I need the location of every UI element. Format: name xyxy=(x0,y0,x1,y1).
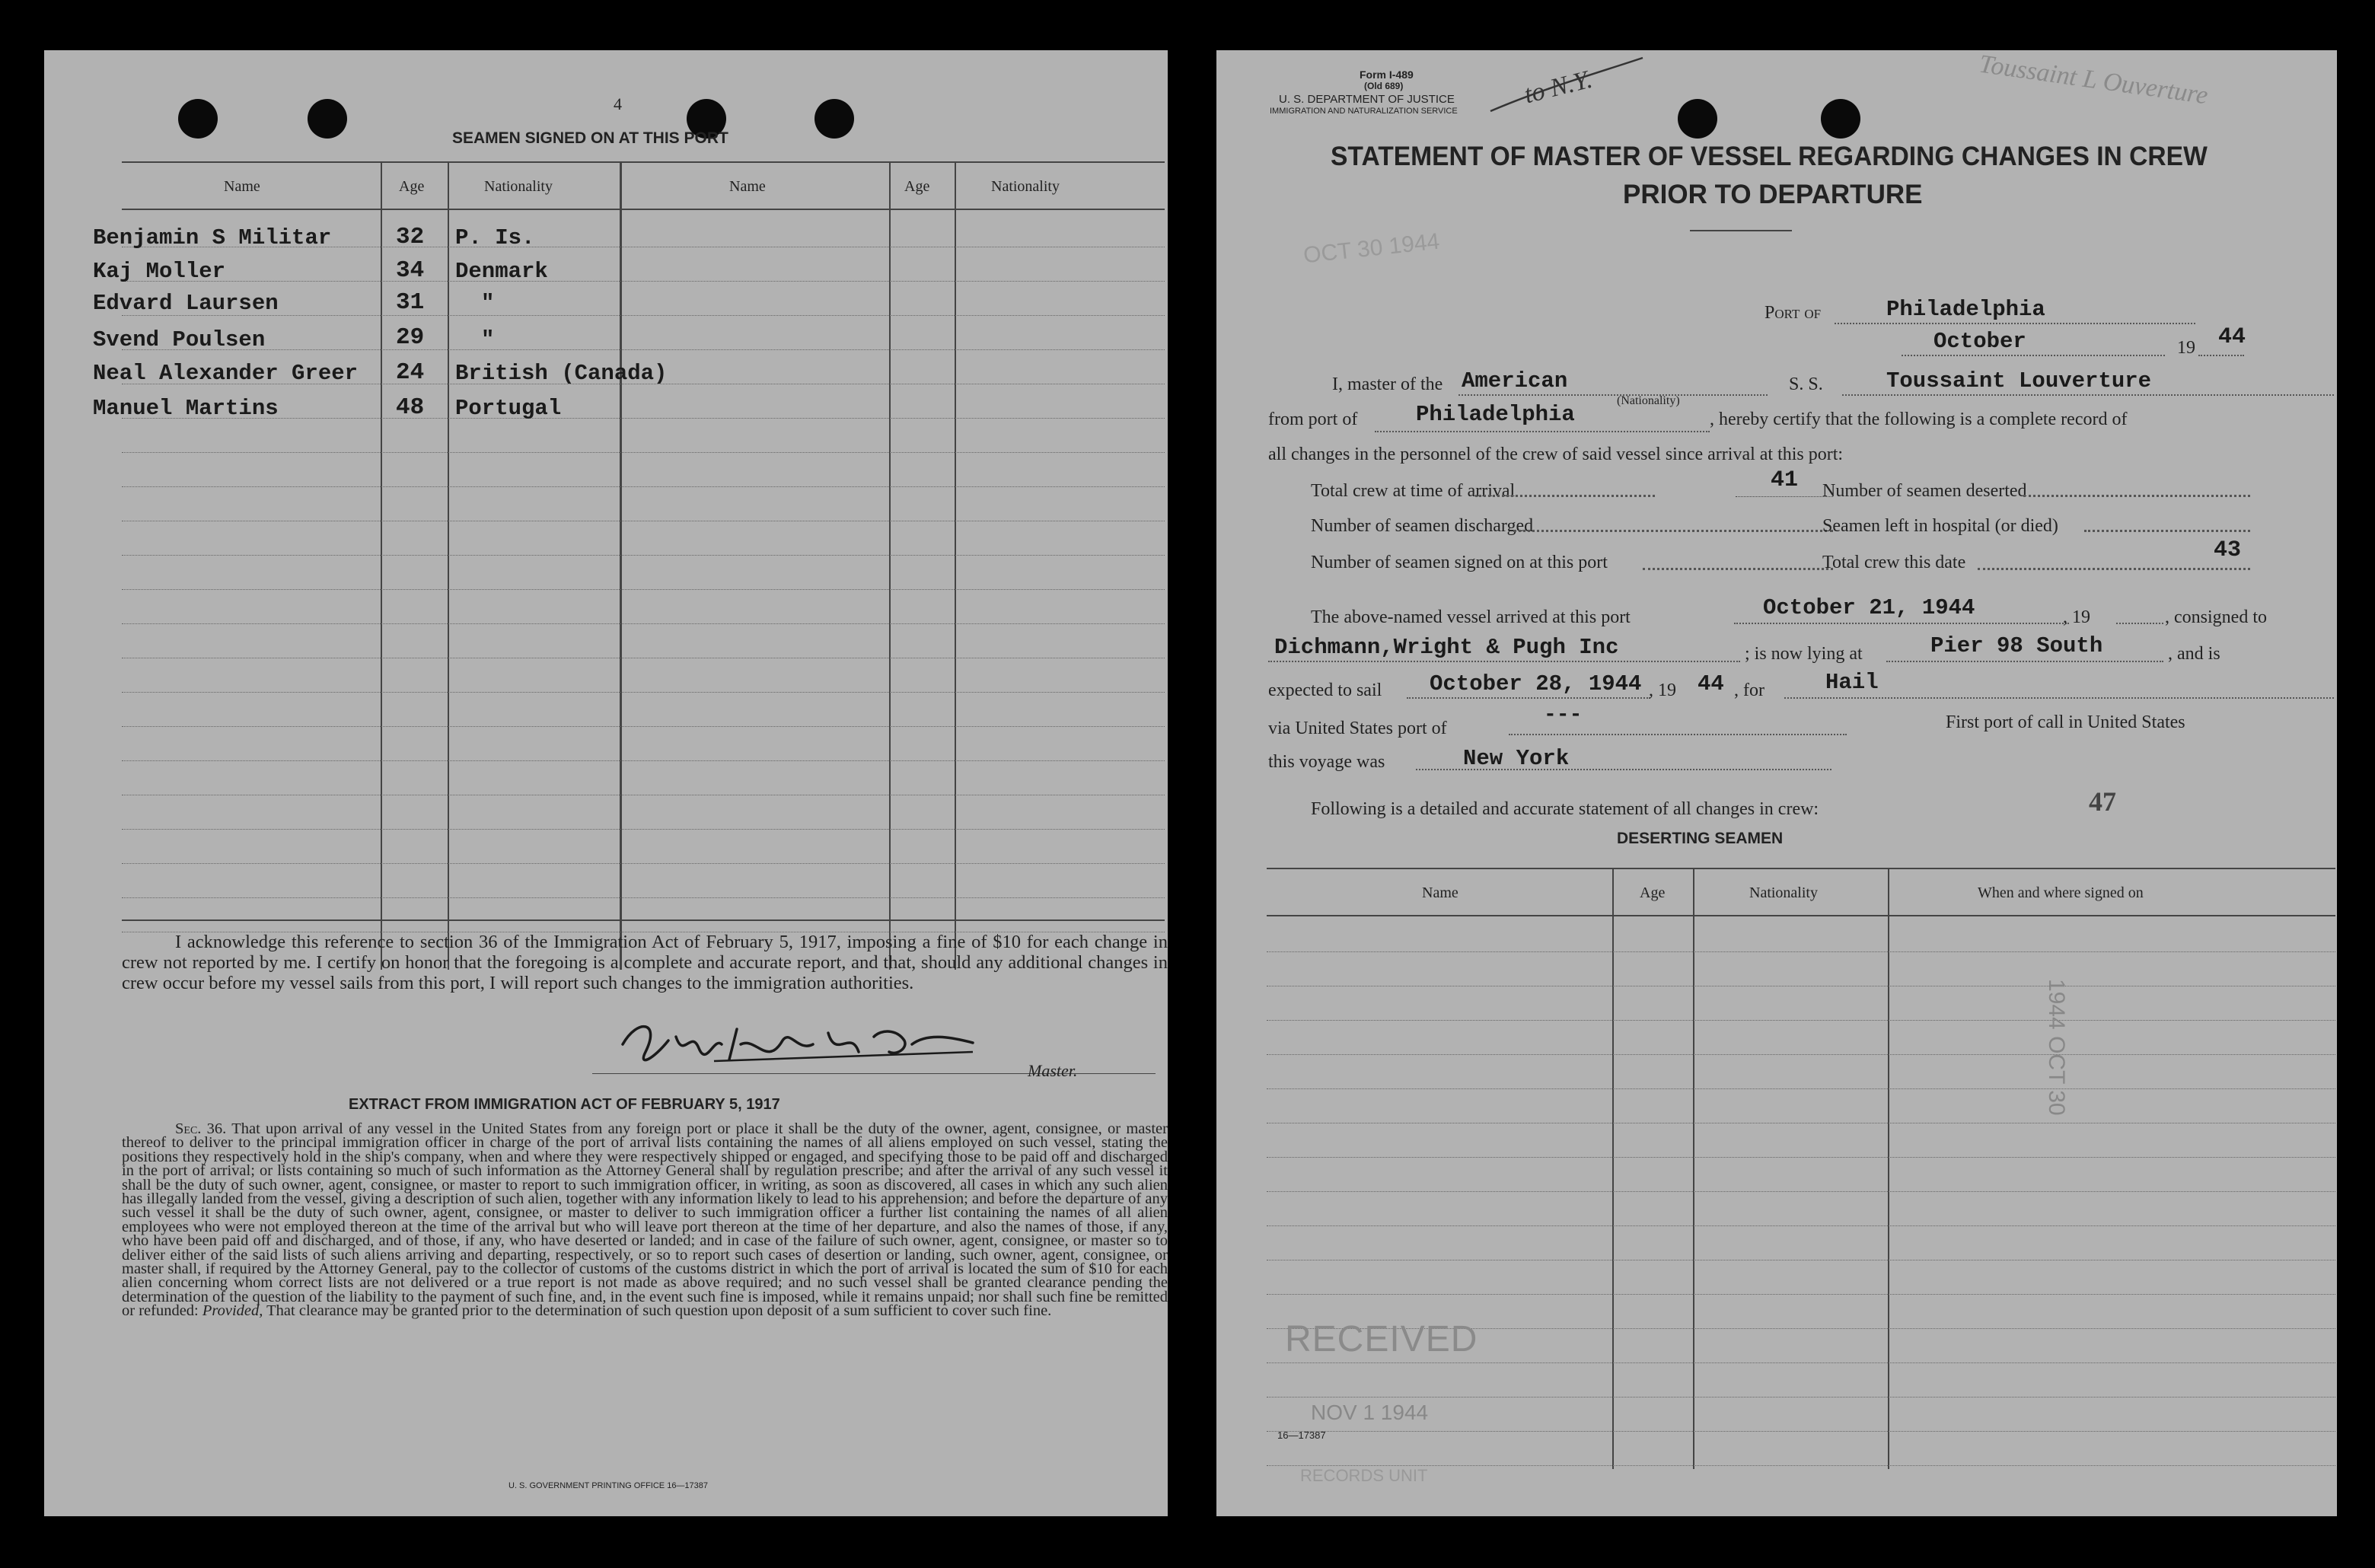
signed-on-label: Number of seamen signed on at this port xyxy=(1311,553,1608,572)
form-number: Form I-489 xyxy=(1360,69,1414,81)
extract-title: EXTRACT FROM IMMIGRATION ACT OF FEBRUARY 5, 1917 xyxy=(349,1096,780,1113)
crew-age: 32 xyxy=(396,224,425,250)
punch-hole xyxy=(1821,99,1860,139)
column-header: Nationality xyxy=(1749,884,1818,901)
punch-hole xyxy=(308,99,347,139)
table-row-line xyxy=(122,623,1165,624)
table-row-line xyxy=(122,897,1165,898)
punch-hole xyxy=(178,99,218,139)
table-row-line xyxy=(122,349,1165,350)
table-row-line xyxy=(122,726,1165,727)
crew-name: Benjamin S Militar xyxy=(93,225,332,250)
signature-text xyxy=(623,1026,757,1055)
table-row-line xyxy=(122,281,1165,282)
first-port-label: First port of call in United States xyxy=(1946,712,2185,732)
total-arrival-value: 41 xyxy=(1768,467,1801,493)
arrived-value: October 21, 1944 xyxy=(1763,595,1975,620)
for-label: , for xyxy=(1734,680,1765,700)
column-header: Age xyxy=(1640,884,1666,901)
department: U. S. DEPARTMENT OF JUSTICE xyxy=(1279,93,1455,106)
extract-tail: That clearance may be granted prior to the determination of such question upon deposit of a sum sufficient to cover such fine. xyxy=(266,1302,1052,1320)
table-row-line xyxy=(1267,1020,2335,1021)
table-title: SEAMEN SIGNED ON AT THIS PORT xyxy=(452,129,728,147)
lying-label: ; is now lying at xyxy=(1745,644,1863,664)
received-stamp: RECEIVED xyxy=(1285,1319,1478,1359)
acknowledgement-text: I acknowledge this reference to section 36 of the Immigration Act of February 5, 1917, imposing a fine of $10 for each change in crew not reported by me. I certify on honor that the foregoing is a complete and accurate report, and that, should any additional changes in crew occur before my vessel sails from this port, I will report such changes to the immigration authorities. xyxy=(122,932,1168,993)
crew-nationality: Denmark xyxy=(455,259,548,284)
table-row-line xyxy=(1267,1225,2335,1226)
table-row-line xyxy=(1267,1054,2335,1055)
table-row-line xyxy=(122,760,1165,761)
certify-text: , hereby certify that the following is a complete record of xyxy=(1710,410,2128,429)
total-date-value: 43 xyxy=(2214,537,2242,563)
table-row-line xyxy=(122,692,1165,693)
column-header: Name xyxy=(729,178,766,195)
consignee-value: Dichmann,Wright & Pugh Inc xyxy=(1274,635,1619,660)
master-label: Master. xyxy=(1028,1061,1078,1080)
column-header: Name xyxy=(224,178,260,195)
master-of-label: I, master of the xyxy=(1332,374,1443,394)
all-changes-text: all changes in the personnel of the crew of said vessel since arrival at this port: xyxy=(1268,445,1844,464)
port-value: Philadelphia xyxy=(1886,297,2045,322)
page-number: 4 xyxy=(614,94,622,113)
extract-section: Sec. 36. xyxy=(175,1120,227,1137)
crew-nationality: P. Is. xyxy=(455,225,535,250)
hospital-label: Seamen left in hospital (or died) xyxy=(1822,516,2058,536)
form-title-line2: PRIOR TO DEPARTURE xyxy=(1623,180,1923,209)
consigned-label: , consigned to xyxy=(2165,607,2267,627)
table-row-line xyxy=(1267,1157,2335,1158)
crew-name: Neal Alexander Greer xyxy=(93,361,359,386)
vessel-name: Toussaint Louverture xyxy=(1886,368,2152,394)
table-row-line xyxy=(122,589,1165,590)
crew-name: Edvard Laursen xyxy=(93,291,279,316)
crew-nationality: " xyxy=(481,291,495,316)
crew-nationality: " xyxy=(481,327,495,352)
voyage-label: this voyage was xyxy=(1268,752,1385,772)
deserting-title: DESERTING SEAMEN xyxy=(1617,830,1784,847)
column-header: Nationality xyxy=(484,178,553,195)
table-row-line xyxy=(122,452,1165,453)
crew-age: 29 xyxy=(396,324,425,351)
handwritten-destination: to N.Y. xyxy=(1521,65,1596,110)
extract-body xyxy=(122,1122,1168,1318)
column-header: Age xyxy=(904,178,930,195)
crew-name: Svend Poulsen xyxy=(93,327,266,352)
from-port-label: from port of xyxy=(1268,410,1358,429)
handwriting-stroke xyxy=(1483,50,1650,126)
crew-age: 34 xyxy=(396,257,425,284)
arrived-label: The above-named vessel arrived at this port xyxy=(1311,607,1631,627)
port-label: Port of xyxy=(1765,303,1822,323)
lying-value: Pier 98 South xyxy=(1930,633,2103,658)
following-text: Following is a detailed and accurate statement of all changes in crew: xyxy=(1311,799,1819,819)
ss-label: S. S. xyxy=(1789,374,1823,394)
faint-date-stamp: OCT 30 1944 xyxy=(1302,228,1441,269)
records-unit-stamp: RECORDS UNIT xyxy=(1300,1466,1428,1485)
column-header: Nationality xyxy=(991,178,1060,195)
crew-nationality: British (Canada) xyxy=(455,361,668,386)
month-value: October xyxy=(1933,329,2026,354)
discharged-label: Number of seamen discharged xyxy=(1311,516,1534,536)
column-header: Name xyxy=(1422,884,1458,901)
total-arrival-label: Total crew at time of arrival xyxy=(1311,481,1516,501)
column-header: Age xyxy=(399,178,425,195)
from-port-value: Philadelphia xyxy=(1416,402,1575,427)
voyage-value: New York xyxy=(1463,746,1570,771)
expected-value: October 28, 1944 xyxy=(1430,671,1642,696)
form-old-number: (Old 689) xyxy=(1364,81,1404,91)
table-row-line xyxy=(122,863,1165,864)
expected-label: expected to sail xyxy=(1268,680,1382,700)
handwritten-total: 47 xyxy=(2089,786,2116,817)
table-row-line xyxy=(1267,1191,2335,1192)
punch-hole xyxy=(815,99,854,139)
for-value: Hail xyxy=(1825,670,1879,695)
via-label: via United States port of xyxy=(1268,719,1447,738)
crew-name: Manuel Martins xyxy=(93,396,279,421)
extract-provided: Provided, xyxy=(202,1302,263,1320)
table-row-line xyxy=(1267,1294,2335,1295)
crew-age: 24 xyxy=(396,359,425,386)
via-value: --- xyxy=(1544,703,1583,727)
year-value: 44 xyxy=(2218,324,2246,350)
deserted-label: Number of seamen deserted xyxy=(1822,481,2027,501)
table-row-line xyxy=(1267,951,2335,952)
crew-nationality: Portugal xyxy=(455,396,562,421)
table-row-line xyxy=(122,486,1165,487)
service: IMMIGRATION AND NATURALIZATION SERVICE xyxy=(1270,107,1458,116)
received-date-stamp: NOV 1 1944 xyxy=(1311,1401,1429,1424)
year-prefix: 19 xyxy=(2177,338,2195,358)
table-row-line xyxy=(1267,1431,2335,1432)
printing-office: U. S. GOVERNMENT PRINTING OFFICE 16—17387 xyxy=(508,1481,709,1490)
nationality-value: American xyxy=(1462,368,1568,394)
crew-age: 48 xyxy=(396,394,425,421)
expected-year-value: 44 xyxy=(1698,671,1724,696)
right-page xyxy=(1216,50,2337,1516)
table-row-line xyxy=(122,555,1165,556)
extract-text: That upon arrival of any vessel in the United States from any foreign port or place it shall be the duty of the owner, agent, consignee, or master thereof to deliver to the principal immigration officer in charge of the port of arrival lists containing the names of all aliens employed on such vessel, stating the positions they respectively hold in the ship's company, when and where they were respectively shipped or engaged, and specifying those to be paid off and discharged in the port of arrival; or lists containing so much of such information as the Attorney General shall by regulation prescribe; and after the arrival of any such vessel it shall be the duty of such owner, agent, consignee, or master to report to such immigration officer, in writing, as soon as discovered, all cases in which any such alien has illegally landed from the vessel, giving a description of such alien, together with any information likely to lead to his apprehension; and before the departure of any such vessel it shall be the duty of such owner, agent, consignee, or master to deliver to such immigration officer a further list containing the names of all alien employees who were not employed thereon at the time of the arrival but who will leave port thereon at the time of her departure, and also the names of those, if any, who have been paid off and discharged, and of those, if any, who have deserted or landed; and in case of the failure of such owner, agent, consignee, or master so to deliver either of the said lists of such aliens arriving and departing, respectively, or so to report such cases of desertion or landing, such owner, agent, consignee, or master shall, if required by the Attorney General, pay to the collector of customs of the customs district in which the port of arrival is located the sum of $10 for each alien concerning whom correct lists are not delivered or a true report is not made as above required; and no such vessel shall be granted clearance pending the determination of the question of the liability to the payment of such fine, and, in the event such fine is imposed, while it remains unpaid; nor shall such fine be remitted or refunded: xyxy=(122,1120,1168,1320)
and-is-label: , and is xyxy=(2168,644,2220,664)
left-page xyxy=(44,50,1168,1516)
table-row-line xyxy=(1267,1088,2335,1089)
footer-code: 16—17387 xyxy=(1277,1429,1326,1441)
arrived-year-prefix: , 19 xyxy=(2063,607,2090,627)
expected-year-prefix: , 19 xyxy=(1649,680,1676,700)
crew-name: Kaj Moller xyxy=(93,259,226,284)
vertical-date-stamp: 1944 OCT 30 xyxy=(2044,979,2069,1116)
handwritten-vessel-note: Toussaint L Ouverture xyxy=(1977,49,2210,110)
nationality-caption: (Nationality) xyxy=(1617,394,1680,407)
column-header: When and where signed on xyxy=(1978,884,2144,901)
punch-hole xyxy=(1678,99,1717,139)
table-row-line xyxy=(122,829,1165,830)
total-date-label: Total crew this date xyxy=(1822,553,1966,572)
form-title-line1: STATEMENT OF MASTER OF VESSEL REGARDING CHANGES IN CREW xyxy=(1331,142,2208,171)
crew-age: 31 xyxy=(396,289,425,316)
table-row-line xyxy=(1267,1362,2335,1363)
